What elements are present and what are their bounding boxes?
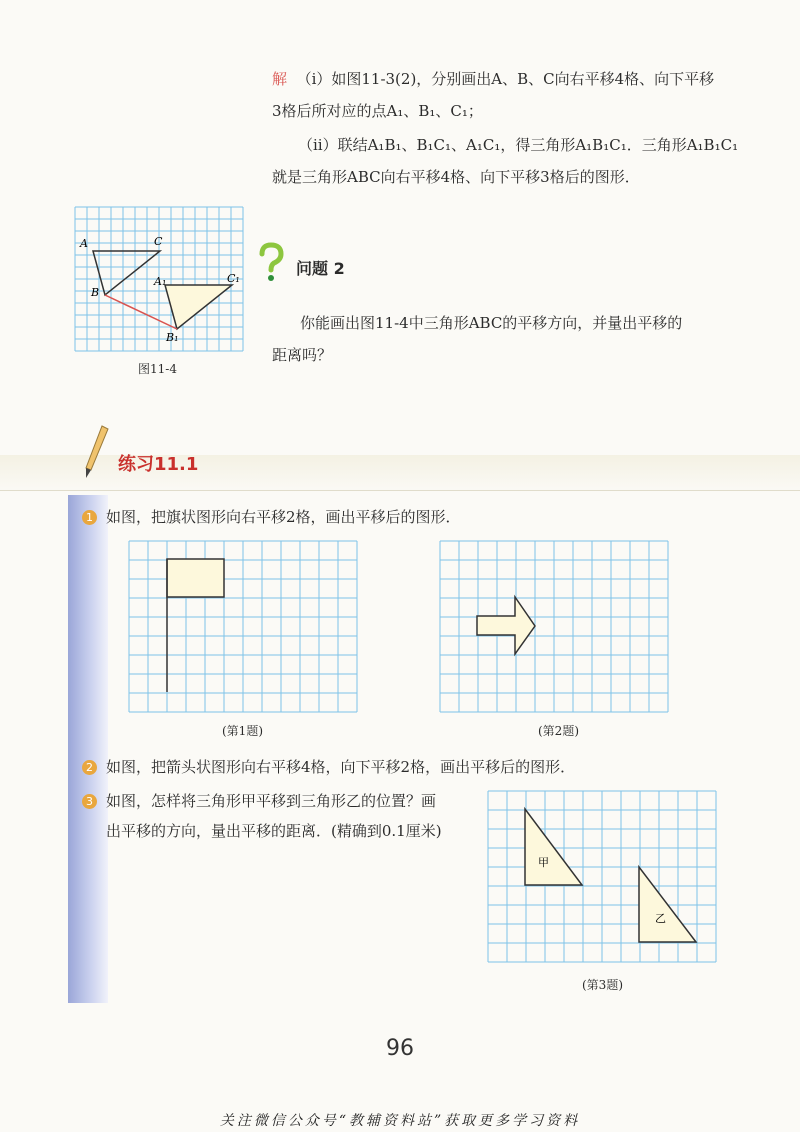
pencil-icon bbox=[80, 424, 110, 480]
solution-step2b: 就是三角形ABC向右平移4格、向下平移3格后的图形． bbox=[272, 168, 640, 186]
q1-grid-figure bbox=[128, 540, 358, 714]
solution-step2: （ⅱ）联结A₁B₁、B₁C₁、A₁C₁，得三角形A₁B₁C₁．三角形A₁B₁C₁ bbox=[298, 136, 739, 154]
triangle-a1b1c1 bbox=[165, 285, 232, 329]
translation-line bbox=[105, 295, 177, 329]
label-a: A bbox=[80, 237, 88, 250]
label-yi: 乙 bbox=[655, 912, 666, 925]
figure-11-4-caption: 图11-4 bbox=[138, 362, 177, 376]
q2-caption: (第2题) bbox=[538, 724, 579, 738]
question-mark-icon bbox=[256, 242, 286, 282]
triangle-abc bbox=[93, 251, 160, 295]
figure-11-4 bbox=[74, 206, 244, 354]
page-number: 96 bbox=[386, 1036, 414, 1061]
problem2-title: 问题 2 bbox=[296, 259, 345, 278]
arrow-shape bbox=[477, 597, 535, 654]
triangle-jia bbox=[525, 809, 582, 885]
label-c: C bbox=[154, 235, 163, 248]
problem2-line1: 你能画出图11-4中三角形ABC的平移方向，并量出平移的 bbox=[300, 314, 683, 332]
exercise-1-number: 1 bbox=[82, 510, 97, 525]
solution-step1-text: （ⅰ）如图11-3(2)，分别画出A、B、C向右平移4格、向下平移 bbox=[296, 70, 715, 88]
exercise-bottom-rule bbox=[0, 490, 800, 491]
exercise-title: 练习11.1 bbox=[118, 454, 199, 475]
label-jia: 甲 bbox=[538, 856, 549, 869]
flag-banner bbox=[167, 559, 224, 597]
q2-grid-figure bbox=[439, 540, 669, 714]
label-b1: B₁ bbox=[166, 331, 179, 344]
solution-step1b: 3格后所对应的点A₁、B₁、C₁； bbox=[272, 102, 483, 120]
exercise-2-number: 2 bbox=[82, 760, 97, 775]
q3-grid-figure bbox=[487, 790, 717, 966]
label-a1: A₁ bbox=[154, 275, 167, 288]
exercise-sidebar bbox=[68, 495, 108, 1003]
problem2-line2: 距离吗？ bbox=[272, 346, 333, 364]
solution-label: 解 bbox=[272, 70, 288, 88]
exercise-3-text: 如图，怎样将三角形甲平移到三角形乙的位置？画 bbox=[106, 792, 437, 810]
footer-note: 关注微信公众号“教辅资料站”获取更多学习资料 bbox=[219, 1113, 581, 1129]
exercise-2-text: 如图，把箭头状图形向右平移4格，向下平移2格，画出平移后的图形． bbox=[106, 758, 576, 776]
exercise-3-text2: 出平移的方向，量出平移的距离．(精确到0.1厘米) bbox=[106, 822, 442, 840]
q1-caption: (第1题) bbox=[222, 724, 263, 738]
q3-caption: (第3题) bbox=[582, 978, 623, 992]
exercise-3-number: 3 bbox=[82, 794, 97, 809]
label-b: B bbox=[91, 286, 100, 299]
exercise-1-text: 如图，把旗状图形向右平移2格，画出平移后的图形． bbox=[106, 508, 461, 526]
label-c1: C₁ bbox=[227, 272, 240, 285]
solution-step1 bbox=[272, 64, 742, 94]
